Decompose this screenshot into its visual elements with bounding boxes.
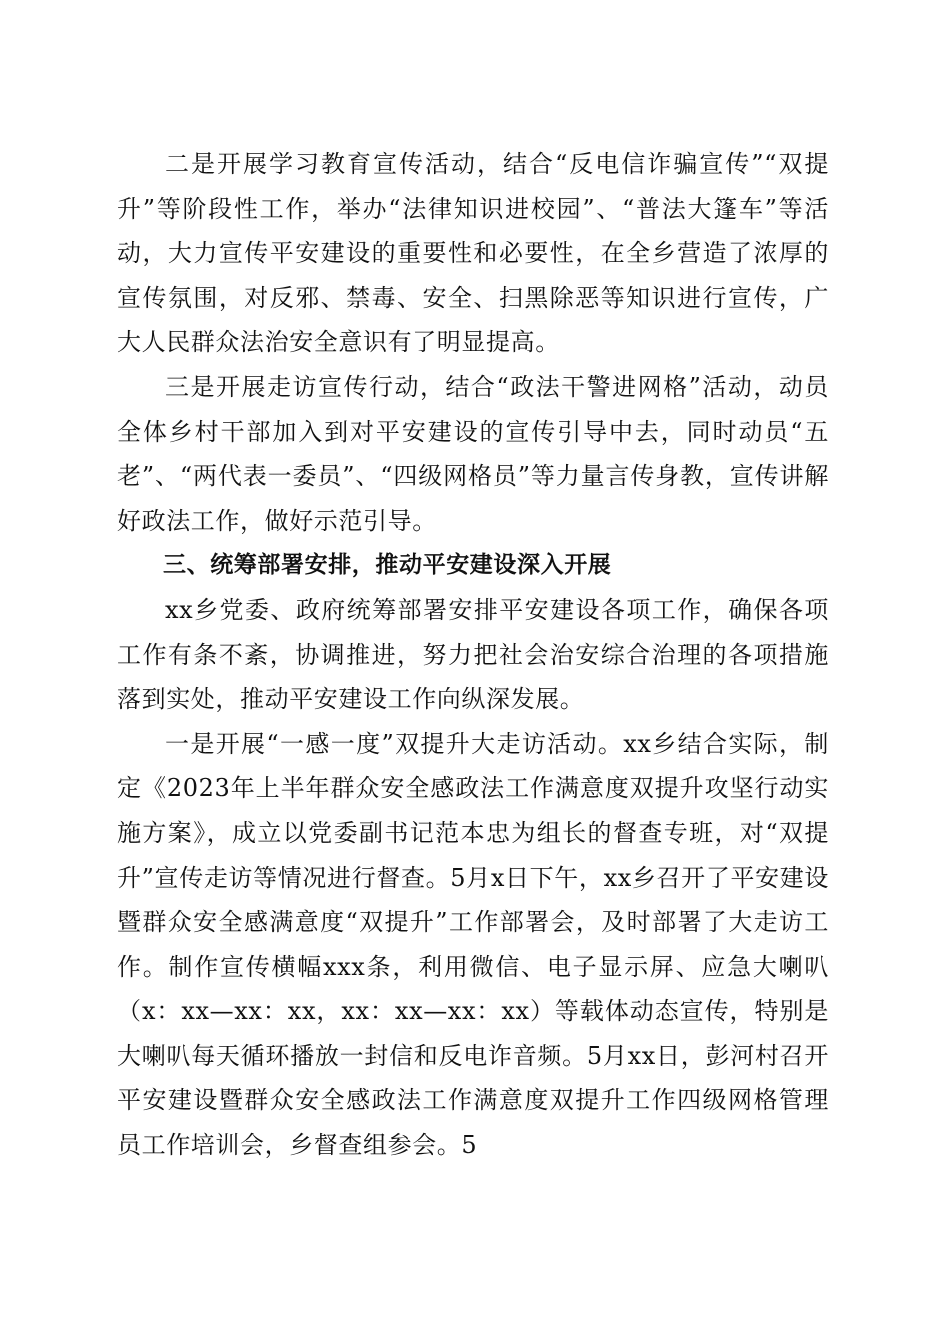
- section-heading: 三、统筹部署安排，推动平安建设深入开展: [163, 552, 612, 579]
- paragraph-overall-planning: xx乡党委、政府统筹部署安排平安建设各项工作，确保各项工作有条不紊，协调推进，努力把社会治安综合治理的各项措施落到实处，推动平安建设工作向纵深发展。: [117, 595, 829, 714]
- paragraph-double-improvement-visits: 一是开展“一感一度”双提升大走访活动。xx乡结合实际，制定《2023年上半年群众安全感政法工作满意度双提升攻坚行动实施方案》，成立以党委副书记范本忠为组长的督查专班，对“双提升”宣传走访等情况进行督查。5月x日下午，xx乡召开了平安建设暨群众安全感满意度“双提升”工作部署会，及时部署了大走访工作。制作宣传横幅xxx条，利用微信、电子显示屏、应急大喇叭（x：xx—xx：xx，xx：xx—xx：xx）等载体动态宣传，特别是大喇叭每天循环播放一封信和反电诈音频。5月xx日，彭河村召开平安建设暨群众安全感政法工作满意度双提升工作四级网格管理员工作培训会，乡督查组参会。5: [117, 729, 829, 1160]
- document-body: [117, 142, 829, 1168]
- paragraph-propaganda-activities: 二是开展学习教育宣传活动，结合“反电信诈骗宣传”“双提升”等阶段性工作，举办“法律知识进校园”、“普法大篷车”等活动，大力宣传平安建设的重要性和必要性，在全乡营造了浓厚的宣传氛围，对反邪、禁毒、安全、扫黑除恶等知识进行宣传，广大人民群众法治安全意识有了明显提高。: [117, 150, 829, 357]
- paragraph-visit-propaganda: 三是开展走访宣传行动，结合“政法干警进网格”活动，动员全体乡村干部加入到对平安建设的宣传引导中去，同时动员“五老”、“两代表一委员”、“四级网格员”等力量言传身教，宣传讲解好政法工作，做好示范引导。: [117, 372, 829, 535]
